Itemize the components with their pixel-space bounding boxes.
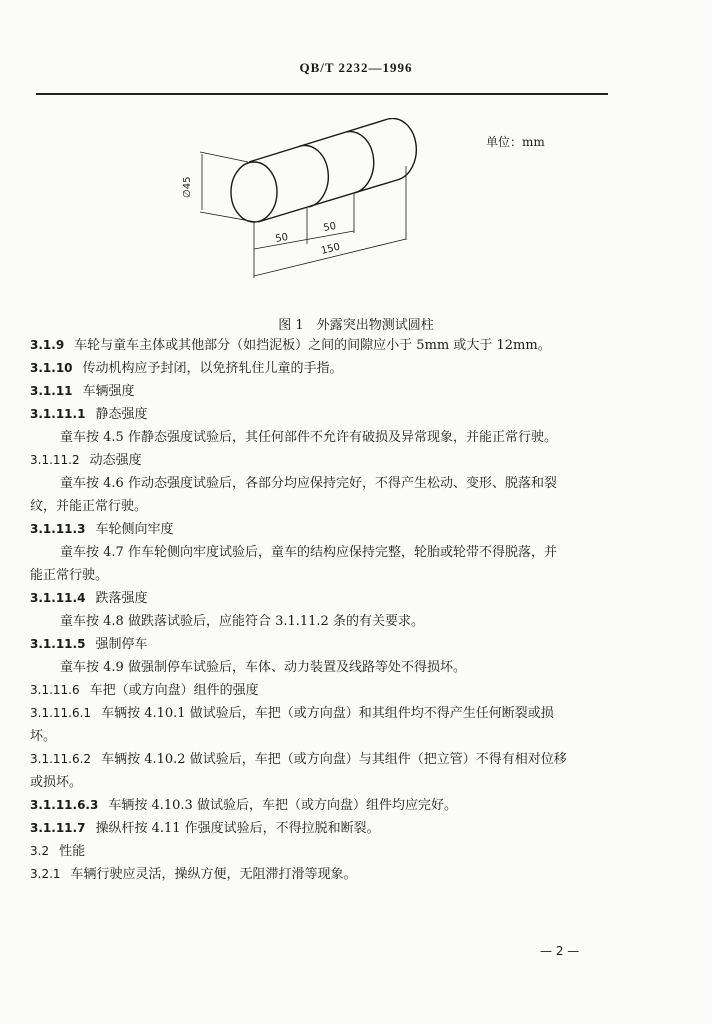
clause-text: 车轮侧向牢度 bbox=[95, 522, 174, 537]
clause-number: 3.1.11.4 bbox=[30, 591, 86, 605]
unit-label: 单位：mm bbox=[486, 135, 545, 149]
clause-number: 3.1.11.7 bbox=[30, 821, 86, 835]
total-length-dimension-label: 150 bbox=[320, 241, 342, 257]
clause-number: 3.1.11.6.3 bbox=[30, 798, 99, 812]
paragraph-line bbox=[30, 725, 602, 748]
paragraph-text: 坏。 bbox=[30, 729, 57, 744]
clause-line bbox=[30, 449, 602, 472]
paragraph-line bbox=[30, 610, 602, 633]
clause-line bbox=[30, 633, 602, 656]
segment2-dimension-label: 50 bbox=[322, 220, 338, 234]
clause-text: 车辆按 4.10.3 做试验后，车把（或方向盘）组件均应完好。 bbox=[108, 798, 457, 813]
paragraph-text: 童车按 4.8 做跌落试验后，应能符合 3.1.11.2 条的有关要求。 bbox=[60, 614, 424, 629]
clause-text: 车辆按 4.10.1 做试验后，车把（或方向盘）和其组件均不得产生任何断裂或损 bbox=[101, 706, 554, 721]
paragraph-line bbox=[30, 656, 602, 679]
clause-line bbox=[30, 518, 602, 541]
clause-number: 3.2 bbox=[30, 844, 50, 858]
diameter-dimension-label: ∅45 bbox=[182, 176, 193, 198]
paragraph-text: 童车按 4.5 作静态强度试验后，其任何部件不允许有破损及异常现象，并能正常行驶。 bbox=[60, 430, 557, 445]
paragraph-line bbox=[30, 426, 602, 449]
clause-line bbox=[30, 794, 602, 817]
figure-caption: 图 1 外露突出物测试圆柱 bbox=[278, 318, 434, 333]
clause-number: 3.1.11 bbox=[30, 384, 73, 398]
clause-text: 车辆强度 bbox=[82, 384, 135, 399]
clause-line bbox=[30, 587, 602, 610]
clause-line bbox=[30, 679, 602, 702]
clause-number: 3.1.11.2 bbox=[30, 453, 80, 467]
paragraph-line bbox=[30, 771, 602, 794]
clause-number: 3.1.11.1 bbox=[30, 407, 86, 421]
clause-text: 车辆行驶应灵活，操纵方便，无阻滞打滑等现象。 bbox=[70, 867, 357, 882]
clause-text: 性能 bbox=[59, 844, 86, 859]
clause-line bbox=[30, 863, 602, 886]
clause-line bbox=[30, 334, 602, 357]
page-number: — 2 — bbox=[540, 944, 580, 958]
clause-line bbox=[30, 403, 602, 426]
clause-text: 车辆按 4.10.2 做试验后，车把（或方向盘）与其组件（把立管）不得有相对位移 bbox=[101, 752, 567, 767]
paragraph-line bbox=[30, 495, 602, 518]
segment1-dimension-label: 50 bbox=[274, 231, 290, 245]
clause-number: 3.1.11.6.1 bbox=[30, 706, 92, 720]
clause-text: 车把（或方向盘）组件的强度 bbox=[89, 683, 259, 698]
clause-line bbox=[30, 357, 602, 380]
clause-text: 操纵杆按 4.11 作强度试验后，不得拉脱和断裂。 bbox=[95, 821, 380, 836]
clause-text: 动态强度 bbox=[89, 453, 142, 468]
clause-line bbox=[30, 817, 602, 840]
clause-line bbox=[30, 702, 602, 725]
paragraph-text: 童车按 4.6 作动态强度试验后，各部分均应保持完好，不得产生松动、变形、脱落和裂 bbox=[60, 476, 557, 491]
document-header: QB/T 2232—1996 bbox=[299, 60, 413, 75]
clause-line bbox=[30, 748, 602, 771]
test-cylinder-figure bbox=[176, 118, 436, 298]
clause-text: 车轮与童车主体或其他部分（如挡泥板）之间的间隙应小于 5mm 或大于 12mm。 bbox=[74, 338, 551, 353]
paragraph-text: 童车按 4.9 做强制停车试验后，车体、动力装置及线路等处不得损坏。 bbox=[60, 660, 466, 675]
clause-number: 3.1.11.6.2 bbox=[30, 752, 92, 766]
paragraph-text: 童车按 4.7 作车轮侧向牢度试验后，童车的结构应保持完整，轮胎或轮带不得脱落，并 bbox=[60, 545, 557, 560]
clause-line bbox=[30, 840, 602, 863]
clause-text: 强制停车 bbox=[95, 637, 148, 652]
paragraph-line bbox=[30, 564, 602, 587]
paragraph-line bbox=[30, 541, 602, 564]
paragraph-text: 能正常行驶。 bbox=[30, 568, 109, 583]
paragraph-text: 纹，并能正常行驶。 bbox=[30, 499, 148, 514]
clause-number: 3.1.11.6 bbox=[30, 683, 80, 697]
paragraph-line bbox=[30, 472, 602, 495]
clause-text: 传动机构应予封闭，以免挤轧住儿童的手指。 bbox=[82, 361, 343, 376]
clause-number: 3.1.10 bbox=[30, 361, 73, 375]
clause-number: 3.1.11.5 bbox=[30, 637, 86, 651]
clause-number: 3.1.9 bbox=[30, 338, 65, 352]
clause-text: 静态强度 bbox=[95, 407, 148, 422]
document-body bbox=[30, 334, 602, 886]
clause-text: 跌落强度 bbox=[95, 591, 148, 606]
clause-line bbox=[30, 380, 602, 403]
header-rule bbox=[36, 93, 608, 95]
paragraph-text: 或损坏。 bbox=[30, 775, 83, 790]
clause-number: 3.1.11.3 bbox=[30, 522, 86, 536]
clause-number: 3.2.1 bbox=[30, 867, 61, 881]
